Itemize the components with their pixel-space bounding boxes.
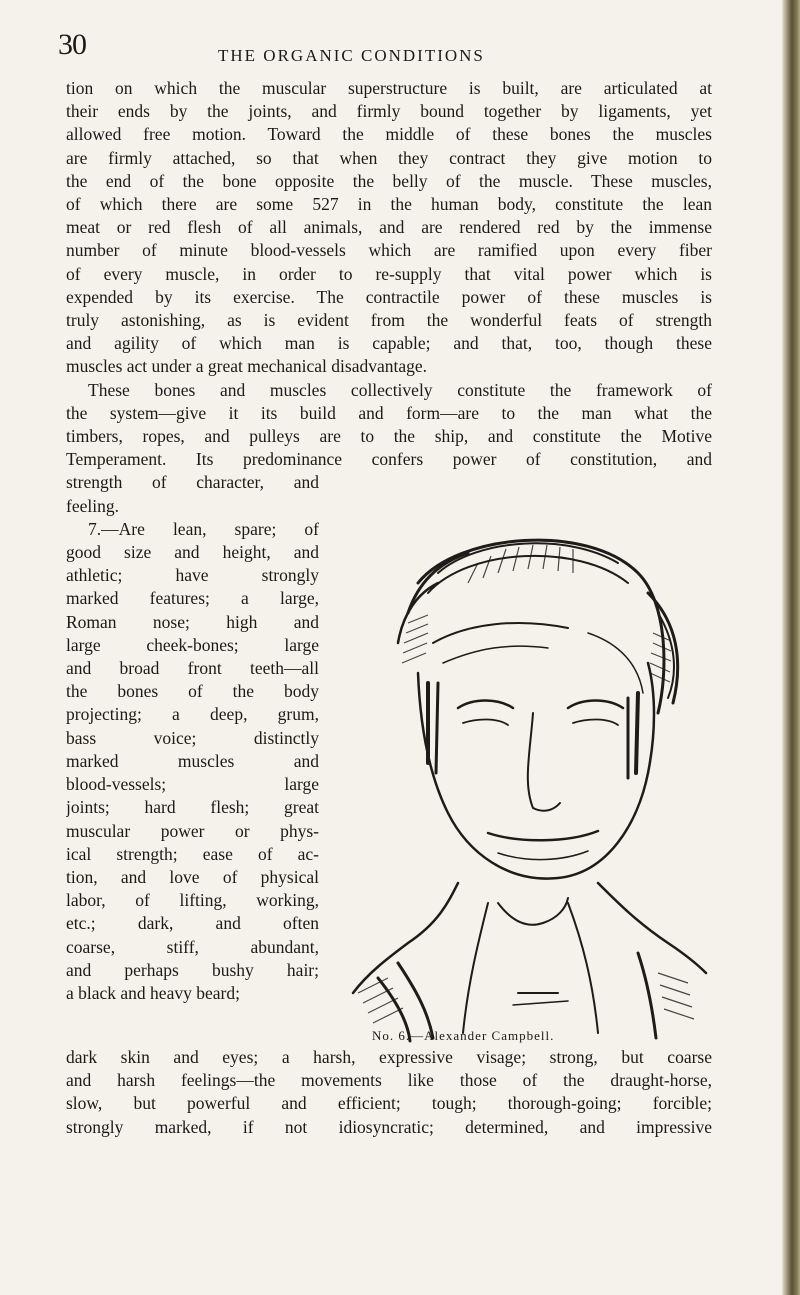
wrap-line: bass voice; distinctly — [66, 727, 319, 748]
wrap-line: blood-vessels; large — [66, 774, 319, 795]
text-line: the system—give it its build and form—are to the man what the — [66, 402, 712, 423]
wrap-line: 7.—Are lean, spare; of — [88, 518, 319, 539]
wrap-line: coarse, stiff, abundant, — [66, 936, 319, 957]
page-number: 30 — [58, 28, 86, 61]
text-line: timbers, ropes, and pulleys are to the ship, and constitute the Motive — [66, 426, 712, 447]
wrap-line: marked muscles and — [66, 750, 319, 771]
text-line: These bones and muscles collectively constitute the framework of — [88, 379, 712, 400]
page-edge — [782, 0, 800, 1295]
wrap-line: muscular power or phys- — [66, 820, 319, 841]
text-line: are firmly attached, so that when they contract they give motion to — [66, 147, 712, 168]
wrap-line: Roman nose; high and — [66, 611, 319, 632]
wrap-line: marked features; a large, — [66, 588, 319, 609]
body-text-continued — [66, 1046, 712, 1139]
wrap-line: projecting; a deep, grum, — [66, 704, 319, 725]
text-line: and harsh feelings—the movements like those of the draught-horse, — [66, 1070, 712, 1091]
text-line: expended by its exercise. The contractile power of these muscles is — [66, 286, 712, 307]
text-line: allowed free motion. Toward the middle of these bones the muscles — [66, 124, 712, 145]
wrap-line: athletic; have strongly — [66, 565, 319, 586]
wrap-line: and perhaps bushy hair; — [66, 959, 319, 980]
page-header — [58, 28, 718, 68]
text-line: Temperament. Its predominance confers power of constitution, and — [66, 449, 712, 470]
portrait-engraving — [338, 523, 710, 1043]
wrap-line: etc.; dark, and often — [66, 913, 319, 934]
text-line: truly astonishing, as is evident from the wonderful feats of strength — [66, 310, 712, 331]
wrap-line: a black and heavy beard; — [66, 982, 240, 1003]
wrap-line: large cheek-bones; large — [66, 634, 319, 655]
text-line: tion on which the muscular superstructure is built, are articulated at — [66, 78, 712, 98]
wrap-line: joints; hard flesh; great — [66, 797, 319, 818]
wrap-line: and broad front teeth—all — [66, 658, 319, 679]
text-line: and agility of which man is capable; and that, too, though these — [66, 333, 712, 354]
text-line: muscles act under a great mechanical disadvantage. — [66, 356, 428, 377]
wrap-line: strength of character, and — [66, 472, 319, 493]
figure-caption: No. 6.—Alexander Campbell. — [372, 1028, 555, 1043]
text-line: of which there are some 527 in the human body, constitute the lean — [66, 194, 712, 215]
running-head: THE ORGANIC CONDITIONS — [218, 46, 485, 65]
portrait-drawing — [338, 523, 710, 1043]
text-line: dark skin and eyes; a harsh, expressive visage; strong, but coarse — [66, 1047, 712, 1067]
text-line: their ends by the joints, and firmly bound together by ligaments, yet — [66, 101, 712, 122]
text-line: strongly marked, if not idiosyncratic; determined, and impressive — [66, 1116, 712, 1137]
wrap-line: ical strength; ease of ac- — [66, 843, 319, 864]
wrap-line: feeling. — [66, 495, 119, 516]
wrap-line: the bones of the body — [66, 681, 319, 702]
text-line: the end of the bone opposite the belly of the muscle. These muscles, — [66, 170, 712, 191]
text-line: number of minute blood-vessels which are ramified upon every fiber — [66, 240, 712, 261]
wrap-line: tion, and love of physical — [66, 866, 319, 887]
text-line: meat or red flesh of all animals, and are rendered red by the immense — [66, 217, 712, 238]
wrap-line: labor, of lifting, working, — [66, 890, 319, 911]
text-line: of every muscle, in order to re-supply that vital power which is — [66, 263, 712, 284]
wrap-line: good size and height, and — [66, 542, 319, 563]
text-line: slow, but powerful and efficient; tough; thorough-going; forcible; — [66, 1093, 712, 1114]
